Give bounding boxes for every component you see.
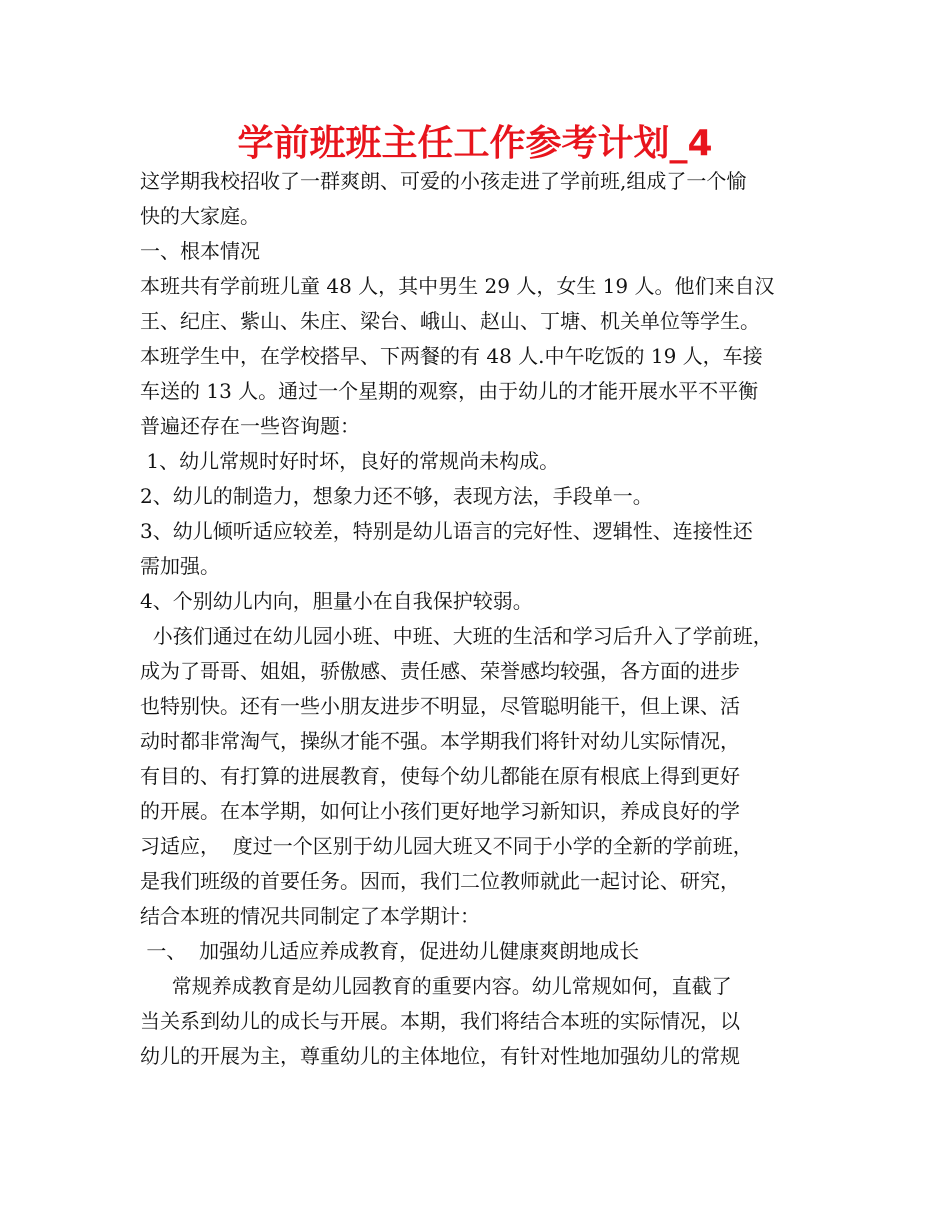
text-line: 车送的 13 人。通过一个星期的观察，由于幼儿的才能开展水平不平衡 (140, 379, 759, 403)
text-line: 王、纪庄、紫山、朱庄、梁台、峨山、赵山、丁塘、机关单位等学生。 (140, 309, 760, 333)
text-line: 本班学生中，在学校搭早、下两餐的有 48 人.中午吃饭的 19 人，车接 (140, 344, 763, 368)
text-line: 有目的、有打算的进展教育，使每个幼儿都能在原有根底上得到更好 (140, 764, 740, 788)
text-line: 也特别快。还有一些小朋友进步不明显，尽管聪明能干，但上课、活 (140, 694, 740, 718)
text-line: 普遍还存在一些咨询题： (140, 414, 360, 438)
text-line: 一、 加强幼儿适应养成教育，促进幼儿健康爽朗地成长 (140, 939, 640, 963)
text-line: 需加强。 (140, 554, 220, 578)
text-line: 动时都非常淘气，操纵才能不强。本学期我们将针对幼儿实际情况， (140, 729, 740, 753)
text-line: 小孩们通过在幼儿园小班、中班、大班的生活和学习后升入了学前班， (140, 624, 773, 648)
text-line: 本班共有学前班儿童 48 人，其中男生 29 人，女生 19 人。他们来自汉 (140, 274, 775, 298)
text-line: 3、幼儿倾听适应较差，特别是幼儿语言的完好性、逻辑性、连接性还 (140, 519, 753, 543)
text-line: 4、个别幼儿内向，胆量小在自我保护较弱。 (140, 589, 533, 613)
text-line: 习适应， 度过一个区别于幼儿园大班又不同于小学的全新的学前班， (140, 834, 753, 858)
document-title: 学前班班主任工作参考计划_4 (237, 123, 713, 164)
text-line: 2、幼儿的制造力，想象力还不够，表现方法，手段单一。 (140, 484, 653, 508)
text-line: 常规养成教育是幼儿园教育的重要内容。幼儿常规如何，直截了 (140, 974, 732, 998)
text-line: 这学期我校招收了一群爽朗、可爱的小孩走进了学前班,组成了一个愉 (140, 169, 747, 193)
text-line: 结合本班的情况共同制定了本学期计： (140, 904, 480, 928)
text-line: 快的大家庭。 (140, 204, 260, 228)
document-body (140, 164, 830, 1074)
text-line: 1、幼儿常规时好时坏，良好的常规尚未构成。 (140, 449, 560, 473)
text-line: 一、根本情况 (140, 239, 260, 263)
text-line: 当关系到幼儿的成长与开展。本期，我们将结合本班的实际情况，以 (140, 1009, 740, 1033)
text-line: 是我们班级的首要任务。因而，我们二位教师就此一起讨论、研究， (140, 869, 740, 893)
text-line: 的开展。在本学期，如何让小孩们更好地学习新知识，养成良好的学 (140, 799, 740, 823)
text-line: 幼儿的开展为主，尊重幼儿的主体地位，有针对性地加强幼儿的常规 (140, 1044, 740, 1068)
text-line: 成为了哥哥、姐姐，骄傲感、责任感、荣誉感均较强，各方面的进步 (140, 659, 740, 683)
